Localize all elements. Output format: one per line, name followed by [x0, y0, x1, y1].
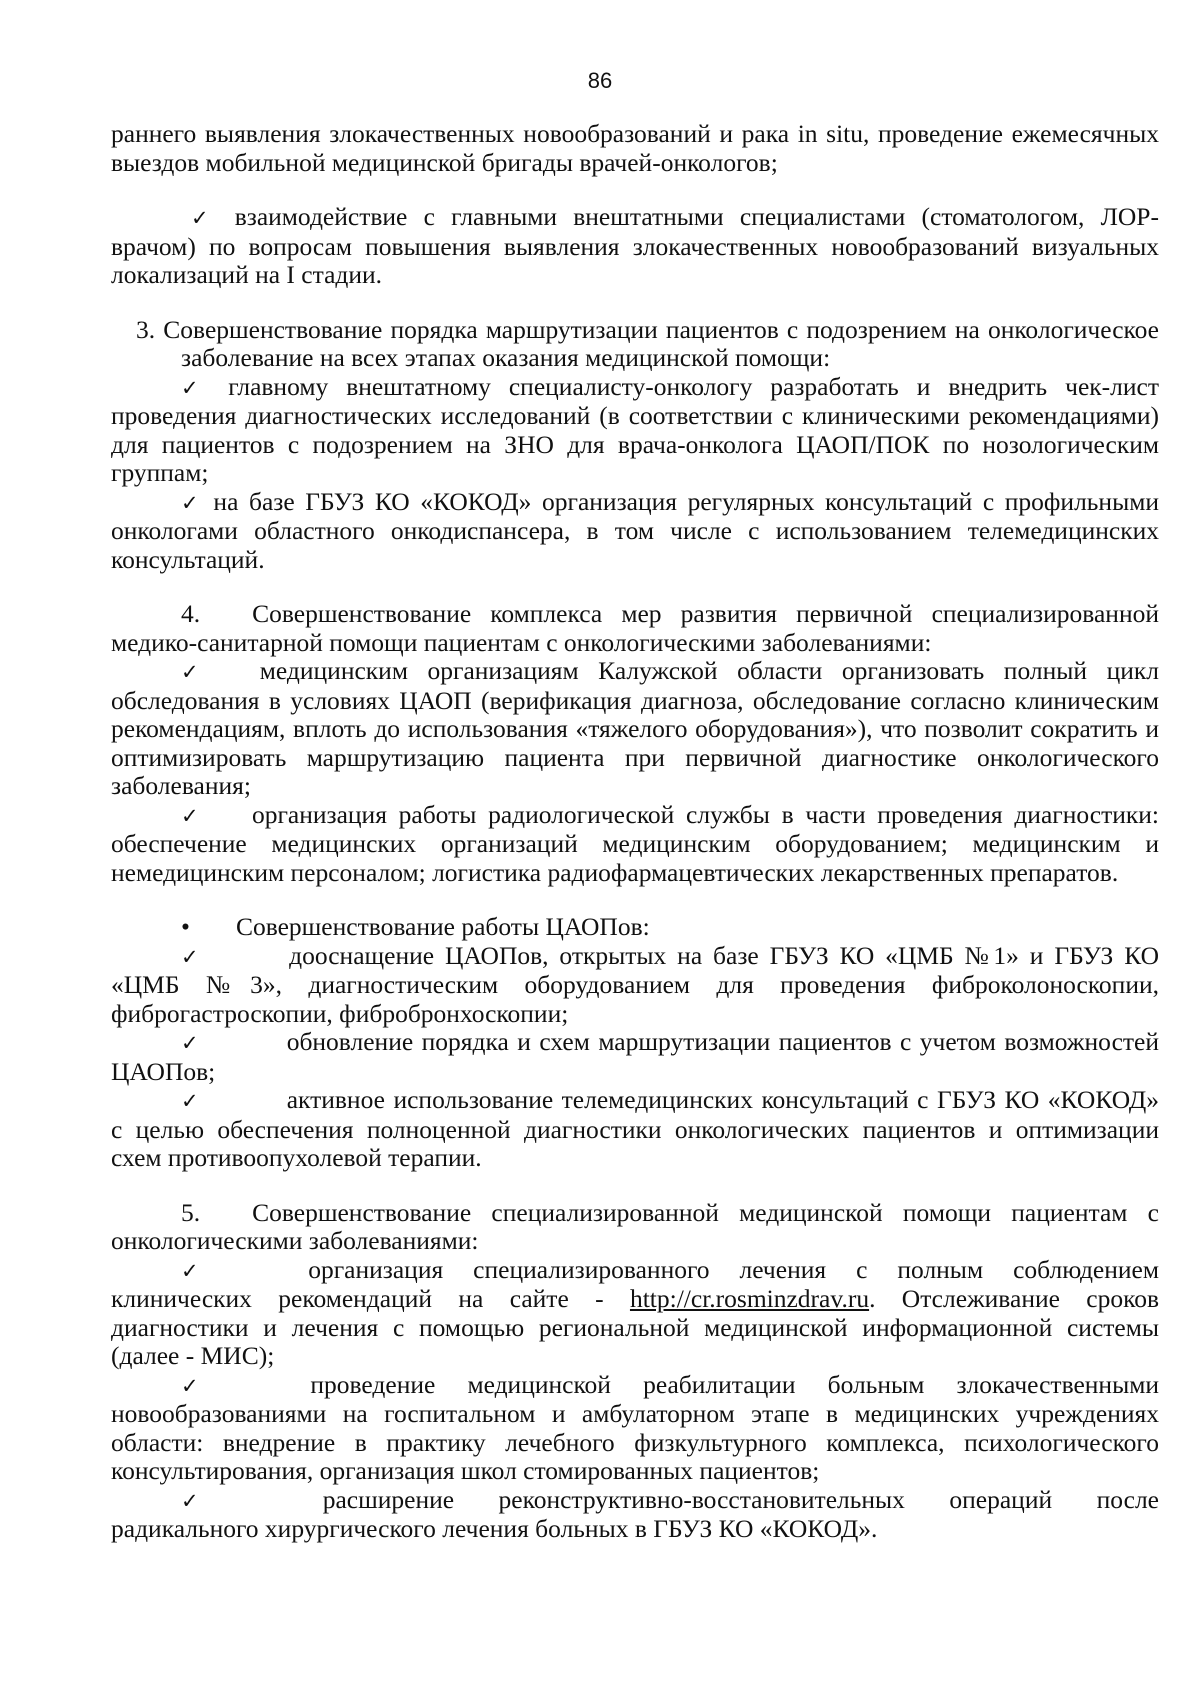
ent-specialists-text: взаимодействие с главными внештатными специалистами (стоматологом, ЛОР-врачом) по вопросам повышения выявления злокачественных новообразований визуальных локализаций на I стадии. [111, 202, 1159, 289]
caop-bullet-text: Совершенствование работы ЦАОПов: [235, 912, 650, 941]
caop-check-1-text: дооснащение ЦАОПов, открытых на базе ГБУЗ КО «ЦМБ №1» и ГБУЗ КО «ЦМБ №3», диагностическим оборудованием для проведения фиброколоноскопии, фиброгастроскопии, фибробронхоскопии; [111, 940, 1159, 1028]
section-3-number: 3. [136, 314, 156, 344]
checkmark-icon: ✓ [191, 206, 219, 230]
section-5-number: 5. [181, 1197, 201, 1227]
checkmark-icon: ✓ [181, 1258, 223, 1283]
section-5-title-text: Совершенствование специализированной медицинской помощи пациентам с онкологическими заболеваниями: [111, 1197, 1159, 1255]
checkmark-icon: ✓ [181, 660, 212, 684]
section-5-check-1-text-a: организация специализированного лечения с полным соблюдением клинических рекомендаций на сайте - [111, 1254, 1159, 1313]
section-5-check-3 [111, 1486, 1159, 1544]
checkmark-icon: ✓ [181, 944, 204, 969]
section-3-check-1 [111, 373, 1159, 488]
section-5-check-2 [111, 1371, 1159, 1486]
section-5-check-3-text: расширение реконструктивно-восстановительных операций после радикального хирургического лечения больных в ГБУЗ КО «КОКОД». [111, 1484, 1159, 1543]
checkmark-icon: ✓ [181, 490, 203, 515]
intro-paragraph: раннего выявления злокачественных новообразований и рака in situ, проведение ежемесячных выездов мобильной медицинской бригады врачей-онкологов; [111, 119, 1159, 177]
section-4-check-1-text: медицинским организациям Калужской области организовать полный цикл обследования в условиях ЦАОП (верификация диагноза, обследование согласно клиническим рекомендациям, вплоть до использования «тяжелого оборудования»), что позволит сократить и оптимизировать маршрутизацию пациента при первичной диагностике онкологического заболевания; [111, 656, 1159, 800]
section-4-check-2-text: организация работы радиологической службы в части проведения диагностики: обеспечение медицинских организаций медицинским оборудованием; медицинским и немедицинским персоналом; логистика радиофармацевтических лекарственных препаратов. [111, 799, 1159, 887]
section-4-number: 4. [181, 599, 201, 628]
section-3-check-2 [111, 488, 1159, 575]
section-4-check-1 [111, 657, 1159, 801]
section-4-check-2 [111, 801, 1159, 888]
checkmark-icon: ✓ [181, 1089, 201, 1113]
checkmark-icon: ✓ [181, 1031, 201, 1055]
section-5-check-2-text: проведение медицинской реабилитации больным злокачественными новообразованиями на госпитальном и амбулаторном этапе в медицинских учреждениях области: внедрение в практику лечебного физкультурного комплекса, психологического консультирования, организация школ стомированных пациентов; [111, 1369, 1159, 1485]
section-3-title [136, 316, 1159, 373]
section-3-check-2-text: на базе ГБУЗ КО «КОКОД» организация регулярных консультаций с профильными онкологами областного онкодиспансера, в том числе с использованием телемедицинских консультаций. [111, 486, 1159, 574]
section-3-check-1-text: главному внештатному специалисту-онкологу разработать и внедрить чек-лист проведения диагностических исследований (в соответствии с клиническими рекомендациями) для пациентов с подозрением на ЗНО для врача-онколога ЦАОП/ПОК по нозологическим группам; [111, 371, 1159, 487]
section-3-title-text: Совершенствование порядка маршрутизации пациентов с подозрением на онкологическое заболевание на всех этапах оказания медицинской помощи: [163, 314, 1159, 372]
section-5-check-1-text-b: . Отслеживание сроков диагностики и лечения с помощью региональной медицинской информационной системы (далее - МИС); [111, 1284, 1159, 1370]
caop-check-2-text: обновление порядка и схем маршрутизации пациентов с учетом возможностей ЦАОПов; [111, 1027, 1159, 1086]
caop-bullet [111, 913, 1159, 942]
document-body [111, 120, 1159, 1544]
section-5-check-1 [111, 1256, 1159, 1371]
checkmark-icon: ✓ [181, 803, 204, 828]
ent-specialists-paragraph [111, 203, 1159, 290]
section-5-title [111, 1199, 1159, 1256]
section-4-title [111, 600, 1159, 657]
caop-check-3 [111, 1086, 1159, 1173]
caop-check-1 [111, 942, 1159, 1029]
checkmark-icon: ✓ [181, 375, 211, 400]
section-4-title-text: Совершенствование комплекса мер развития первичной специализированной медико-санитарной помощи пациентам с онкологическими заболеваниями: [111, 599, 1159, 657]
rosminzdrav-link[interactable]: http://cr.rosminzdrav.ru [629, 1284, 870, 1313]
checkmark-icon: ✓ [181, 1488, 237, 1513]
caop-check-3-text: активное использование телемедицинских консультаций с ГБУЗ КО «КОКОД» с целью обеспечения полноценной диагностики онкологических пациентов и оптимизации схем противоопухолевой терапии. [111, 1085, 1159, 1172]
checkmark-icon: ✓ [181, 1373, 225, 1398]
bullet-icon: • [181, 912, 190, 941]
page-number: 86 [587, 68, 613, 93]
caop-check-2 [111, 1028, 1159, 1086]
